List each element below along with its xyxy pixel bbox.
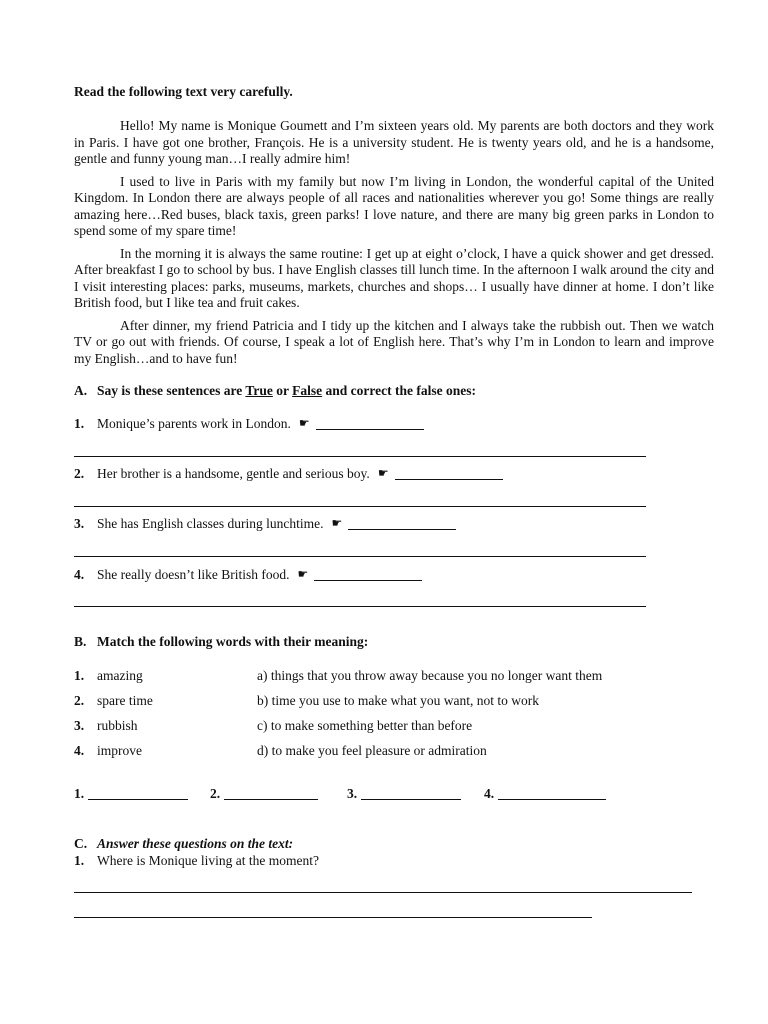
section-b-heading: B. Match the following words with their meaning:: [74, 634, 369, 649]
answer-blank[interactable]: [314, 568, 422, 581]
section-a-heading: A. Say is these sentences are True or False and correct the false ones:: [74, 383, 476, 398]
question-a1: 1. Monique’s parents work in London. ☛: [74, 416, 424, 432]
match-answer: 3.: [347, 786, 461, 802]
reading-passage: [74, 118, 714, 373]
match-answer: 1.: [74, 786, 188, 802]
answer-line[interactable]: [74, 892, 692, 893]
passage-paragraph: I used to live in Paris with my family but now I’m living in London, the wonderful capital of the United Kingdom. In London there are always people of all races and nationalities wherever you go! Some things are really amazing here…Red buses, black taxis, green parks! I love nature, and there are many big green parks in London to spend some of my spare time!: [74, 173, 714, 238]
passage-paragraph: In the morning it is always the same routine: I get up at eight o’clock, I have a quick shower and get dressed. After breakfast I go to school by bus. I have English classes till lunch time. In the afternoon I walk around the city and I visit interesting places: parks, museums, markets, churches and shops… I usually have dinner at home. I don’t like British food, but I like tea and fruit cakes.: [74, 245, 714, 310]
match-meaning: c) to make something better than before: [257, 718, 473, 733]
match-row: 3. rubbish c) to make something better than before: [74, 718, 473, 733]
passage-paragraph: Hello! My name is Monique Goumett and I’m sixteen years old. My parents are both doctors and they work in Paris. I have got one brother, François. He is a university student. He is twenty years old, and he is a handsome, gentle and funny young man…I really admire him!: [74, 118, 714, 166]
section-letter: A.: [74, 383, 88, 398]
section-c-heading: C. Answer these questions on the text:: [74, 836, 294, 851]
answer-blank[interactable]: [316, 417, 424, 430]
page-title: Read the following text very carefully.: [74, 84, 293, 99]
section-letter: B.: [74, 634, 87, 649]
question-c1: 1. Where is Monique living at the moment?: [74, 853, 319, 868]
match-row: 4. improve d) to make you feel pleasure or admiration: [74, 743, 487, 758]
answer-blank[interactable]: [88, 787, 188, 800]
match-meaning: b) time you use to make what you want, not to work: [257, 693, 539, 708]
answer-line[interactable]: [74, 456, 646, 457]
pointing-hand-icon: ☛: [331, 516, 343, 530]
match-word: rubbish: [97, 718, 138, 733]
answer-line[interactable]: [74, 556, 646, 557]
answer-line[interactable]: [74, 917, 592, 918]
question-a3: 3. She has English classes during lunchtime. ☛: [74, 516, 456, 532]
answer-blank[interactable]: [224, 787, 318, 800]
match-meaning: d) to make you feel pleasure or admiration: [257, 743, 487, 758]
question-a4: 4. She really doesn’t like British food. ☛: [74, 567, 422, 583]
match-row: 2. spare time b) time you use to make what you want, not to work: [74, 693, 539, 708]
match-meaning: a) things that you throw away because you no longer want them: [257, 668, 603, 683]
pointing-hand-icon: ☛: [298, 416, 310, 430]
match-answer: 4.: [484, 786, 606, 802]
false-word: False: [292, 383, 323, 398]
section-letter: C.: [74, 836, 88, 851]
answer-blank[interactable]: [348, 517, 456, 530]
passage-paragraph: After dinner, my friend Patricia and I tidy up the kitchen and I always take the rubbish out. Then we watch TV or go out with friends. Of course, I speak a lot of English here. That’s why I’m in London to learn and improve my English…and to have fun!: [74, 317, 714, 366]
match-word: amazing: [97, 668, 143, 683]
true-word: True: [245, 383, 273, 398]
answer-blank[interactable]: [361, 787, 461, 800]
match-word: spare time: [97, 693, 153, 708]
match-row: 1. amazing a) things that you throw away because you no longer want them: [74, 668, 603, 683]
answer-blank[interactable]: [498, 787, 606, 800]
answer-line[interactable]: [74, 506, 646, 507]
match-word: improve: [97, 743, 142, 758]
question-a2: 2. Her brother is a handsome, gentle and serious boy. ☛: [74, 466, 503, 482]
match-answer: 2.: [210, 786, 318, 802]
answer-blank[interactable]: [395, 467, 503, 480]
pointing-hand-icon: ☛: [377, 466, 389, 480]
pointing-hand-icon: ☛: [297, 567, 309, 581]
answer-line[interactable]: [74, 606, 646, 607]
